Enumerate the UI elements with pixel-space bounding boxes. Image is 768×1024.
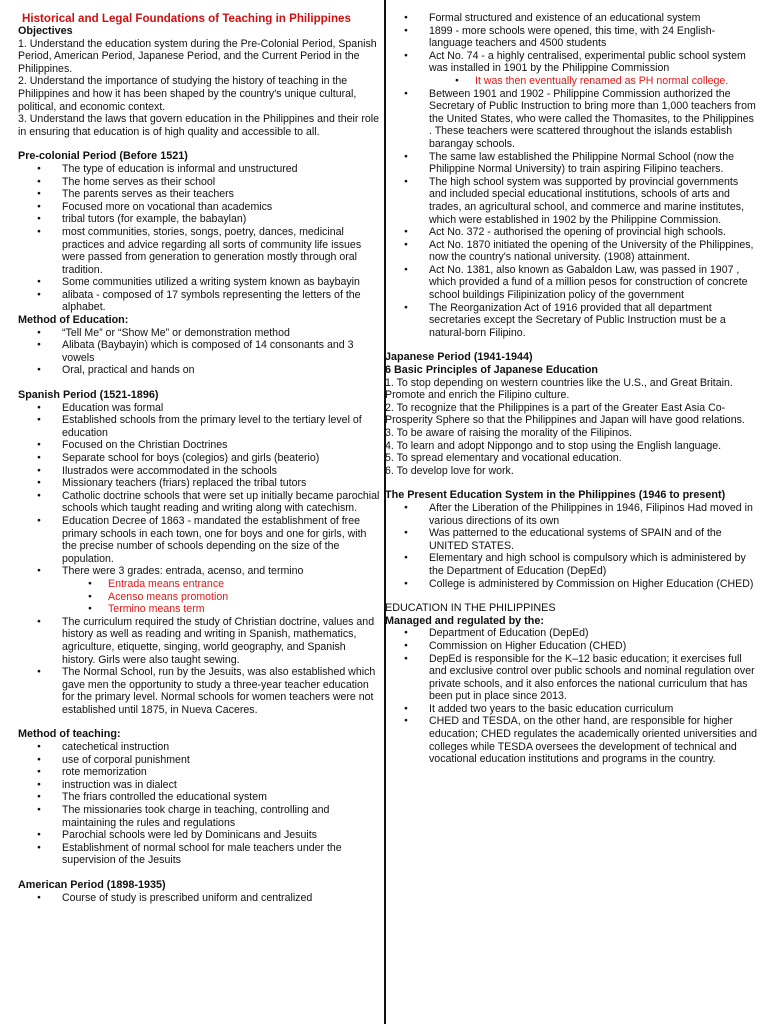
spanish-list <box>18 402 380 578</box>
list-item: ● The home serves as their school <box>18 176 380 189</box>
spanish-method-heading: Method of teaching: <box>18 728 121 741</box>
japanese-principles-list <box>385 377 757 478</box>
list-item: ● tribal tutors (for example, the babaylan) <box>18 213 380 226</box>
principle-item: 1. To stop depending on western countries like the U.S., and Great Britain. Promote and enrich the Filipino culture. <box>385 376 733 402</box>
education-list <box>385 627 757 766</box>
principle-item: 4. To learn and adopt Nippongo and to stop using the English language. <box>385 439 722 452</box>
list-item: ● instruction was in dialect <box>18 779 380 792</box>
objective-item: 2. Understand the importance of studying the history of teaching in the Philippines and how it has been shaped by the country's unique cultural, political, and economic context. <box>18 75 357 113</box>
list-item: ● Department of Education (DepEd) <box>385 627 757 640</box>
list-item: ● The curriculum required the study of Christian doctrine, values and history as well as reading and writing in Spanish, mathematics, agriculture, etiquette, singing, world geography, and Spanish history. Girls were also taught sewing. <box>18 616 380 666</box>
principle-item: 6. To develop love for work. <box>385 464 514 477</box>
objective-item: 3. Understand the laws that govern education in the Philippines and their role in ensuring that education is of high quality and accessible to all. <box>18 113 380 138</box>
list-item: ● Alibata (Baybayin) which is composed of 14 consonants and 3 vowels <box>18 339 380 364</box>
list-item: ● most communities, stories, songs, poetry, dances, medicinal practices and advice regarding all sorts of community life issues were passed from generation to generation mostly through oral tradition. <box>18 226 380 276</box>
list-item: ● Formal structured and existence of an educational system <box>385 12 757 25</box>
grade-item: ● Entrada means entrance <box>18 578 380 591</box>
right-column <box>385 12 757 766</box>
document-title: Historical and Legal Foundations of Teaching in Philippines <box>22 12 351 25</box>
list-item: ● Commission on Higher Education (CHED) <box>385 640 757 653</box>
list-item: ● DepEd is responsible for the K–12 basic education; it exercises full and exclusive control over public schools and nominal regulation over private schools, and it also enforces the national curriculum that has been put in place since 2013. <box>385 653 757 703</box>
american-list-right <box>385 12 757 75</box>
spanish-heading: Spanish Period (1521-1896) <box>18 389 159 402</box>
list-item: ● Act No. 74 - a highly centralised, experimental public school system was installed in 1901 by the Philippine Commission <box>385 50 757 75</box>
list-item: ● Ilustrados were accommodated in the schools <box>18 465 380 478</box>
list-item: ● The parents serves as their teachers <box>18 188 380 201</box>
list-item: ● CHED and TESDA, on the other hand, are responsible for higher education; CHED regulates the academically oriented universities and colleges while TESDA oversees the development of technical and vocational education institutions and programs in the country. <box>385 715 757 765</box>
list-item: ● “Tell Me” or “Show Me” or demonstration method <box>18 327 380 340</box>
american-list-right-continued <box>385 88 757 340</box>
list-item: ● The same law established the Philippine Normal School (now the Philippine Normal University) to train aspiring Filipino teachers. <box>385 151 757 176</box>
principle-item: 3. To be aware of raising the morality of the Filipinos. <box>385 427 633 439</box>
sub-note: ● It was then eventually renamed as PH normal college. <box>385 75 757 88</box>
list-item: ● Missionary teachers (friars) replaced the tribal tutors <box>18 477 380 490</box>
list-item: ● catechetical instruction <box>18 741 380 754</box>
american-list-left <box>18 892 380 905</box>
list-item: ● College is administered by Commission on Higher Education (CHED) <box>385 578 757 591</box>
list-item: ● Separate school for boys (colegios) and girls (beaterio) <box>18 452 380 465</box>
principle-item: 2. To recognize that the Philippines is a part of the Greater East Asia Co-Prosperity Sphere so that the Philippines and Japan will have good relations. <box>385 401 745 427</box>
list-item: ● The Reorganization Act of 1916 provided that all department secretaries except the Secretary of Public Instruction must be a natural-born Filipino. <box>385 302 757 340</box>
objective-item: 1. Understand the education system during the Pre-Colonial Period, Spanish Period, American Period, Japanese Period, and the Current Period in the Philippines. <box>18 37 377 75</box>
list-item: ● Act No. 372 - authorised the opening of provincial high schools. <box>385 226 757 239</box>
list-item: ● Catholic doctrine schools that were set up initially became parochial schools which taught reading and writing along with catechism. <box>18 490 380 515</box>
list-item: ● Education Decree of 1863 - mandated the establishment of free primary schools in each town, one for boys and one for girls, with the precise number of schools depending on the size of the population. <box>18 515 380 565</box>
list-item: ● Focused more on vocational than academics <box>18 201 380 214</box>
education-subheading: Managed and regulated by the: <box>385 614 544 627</box>
present-heading: The Present Education System in the Philippines (1946 to present) <box>385 489 726 502</box>
spanish-grades-list <box>18 578 380 616</box>
list-item: ● After the Liberation of the Philippines in 1946, Filipinos Had moved in various directions of its own <box>385 502 757 527</box>
japanese-heading: Japanese Period (1941-1944) <box>385 351 533 364</box>
objectives-heading: Objectives <box>18 25 73 37</box>
list-item: ● Focused on the Christian Doctrines <box>18 439 380 452</box>
list-item: ● Established schools from the primary level to the tertiary level of education <box>18 414 380 439</box>
precolonial-method-heading: Method of Education: <box>18 314 129 327</box>
list-item: ● Oral, practical and hands on <box>18 364 380 377</box>
list-item: ● The type of education is informal and unstructured <box>18 163 380 176</box>
american-sub-list <box>385 75 757 88</box>
list-item: ● The missionaries took charge in teaching, controlling and maintaining the rules and regulations <box>18 804 380 829</box>
list-item: ● rote memorization <box>18 766 380 779</box>
spanish-list-continued <box>18 616 380 717</box>
list-item: ● The high school system was supported by provincial governments and included special educational institutions, schools of arts and trades, an agricultural school, and commerce and marine institutes, which were established in 1902 by the Philippine Commission. <box>385 176 757 226</box>
american-heading: American Period (1898-1935) <box>18 879 166 891</box>
list-item: ● There were 3 grades: entrada, acenso, and termino <box>18 565 380 578</box>
left-column <box>18 12 380 904</box>
list-item: ● Was patterned to the educational systems of SPAIN and of the UNITED STATES. <box>385 527 757 552</box>
list-item: ● Elementary and high school is compulsory which is administered by the Department of Education (DepEd) <box>385 552 757 577</box>
spanish-method-list <box>18 741 380 867</box>
list-item: ● The Normal School, run by the Jesuits, was also established which gave men the opportunity to study a three-year teacher education for the primary level. Normal schools for women teachers were not established until 1875, in Nueva Caceres. <box>18 666 380 716</box>
list-item: ● Education was formal <box>18 402 380 415</box>
precolonial-heading: Pre-colonial Period (Before 1521) <box>18 150 188 163</box>
objectives-list <box>18 38 380 139</box>
list-item: ● Establishment of normal school for male teachers under the supervision of the Jesuits <box>18 842 380 867</box>
grade-item: ● Acenso means promotion <box>18 591 380 604</box>
list-item: ● Between 1901 and 1902 - Philippine Commission authorized the Secretary of Public Instruction to bring more than 1,000 teachers from the United States, who were called the Thomasites, to the Philippines . These teachers were scattered throughout the islands establish barangay schools. <box>385 88 757 151</box>
list-item: ● use of corporal punishment <box>18 754 380 767</box>
list-item: ● 1899 - more schools were opened, this time, with 24 English-language teachers and 4500 students <box>385 25 757 50</box>
list-item: ● Parochial schools were led by Dominicans and Jesuits <box>18 829 380 842</box>
precolonial-method-list <box>18 327 380 377</box>
list-item: ● Some communities utilized a writing system known as baybayin <box>18 276 380 289</box>
list-item: ● alibata - composed of 17 symbols representing the letters of the alphabet. <box>18 289 380 314</box>
list-item: ● Course of study is prescribed uniform and centralized <box>18 892 380 905</box>
list-item: ● It added two years to the basic education curriculum <box>385 703 757 716</box>
present-list <box>385 502 757 590</box>
precolonial-list <box>18 163 380 314</box>
list-item: ● Act No. 1381, also known as Gabaldon Law, was passed in 1907 , which provided a fund of a million pesos for construction of concrete school buildings Filipinization policy of the government <box>385 264 757 302</box>
list-item: ● The friars controlled the educational system <box>18 791 380 804</box>
japanese-subheading: 6 Basic Principles of Japanese Education <box>385 364 599 377</box>
list-item: ● Act No. 1870 initiated the opening of the University of the Philippines, now the country's national university. (1908) attainment. <box>385 239 757 264</box>
education-heading: EDUCATION IN THE PHILIPPINES <box>385 602 556 615</box>
principle-item: 5. To spread elementary and vocational education. <box>385 452 622 465</box>
grade-item: ● Termino means term <box>18 603 380 616</box>
